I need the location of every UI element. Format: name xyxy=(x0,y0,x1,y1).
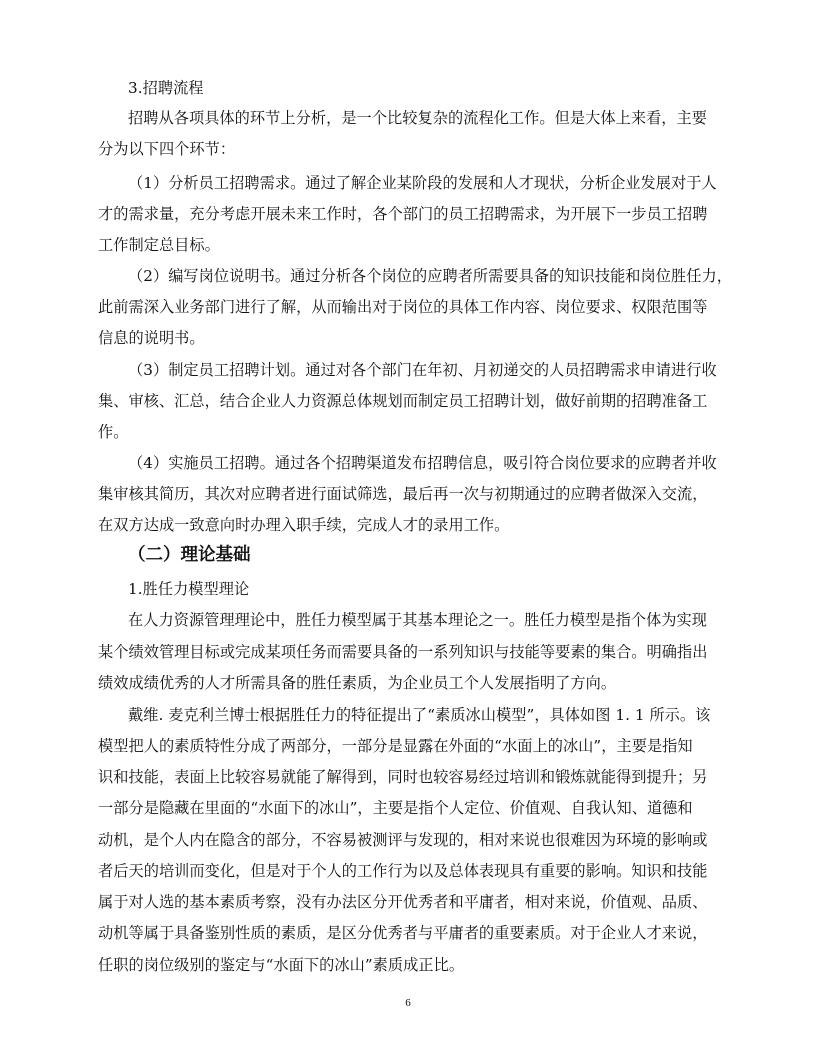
paragraph-line: 任职的岗位级别的鉴定与“水面下的冰山”素质成正比。 xyxy=(98,956,465,974)
paragraph-line: 招聘从各项具体的环节上分析，是一个比较复杂的流程化工作。但是大体上来看，主要 xyxy=(128,109,708,127)
subheading-recruitment-process: 3.招聘流程 xyxy=(128,79,204,97)
paragraph-line: 模型把人的素质特性分成了两部分，一部分是显露在外面的“水面上的冰山”，主要是指知 xyxy=(98,737,693,755)
paragraph-line: 集审核其简历，其次对应聘者进行面试筛选，最后再一次与初期通过的应聘者做深入交流， xyxy=(98,485,708,503)
paragraph-line: （1）分析员工招聘需求。通过了解企业某阶段的发展和人才现状，分析企业发展对于人 xyxy=(128,174,717,192)
paragraph-line: 信息的说明书。 xyxy=(98,329,205,347)
paragraph-line: 属于对人选的基本素质考察，没有办法区分开优秀者和平庸者，相对来说，价值观、品质、 xyxy=(98,893,708,911)
paragraph-line: 绩效成绩优秀的人才所需具备的胜任素质，为企业员工个人发展指明了方向。 xyxy=(98,674,617,692)
subheading-competency-model: 1.胜任力模型理论 xyxy=(128,580,250,598)
paragraph-line: 动机，是个人内在隐含的部分，不容易被测评与发现的，相对来说也很难因为环境的影响或 xyxy=(98,831,708,849)
paragraph-line: 在双方达成一致意向时办理入职手续，完成人才的录用工作。 xyxy=(98,516,510,534)
paragraph-line: （2）编写岗位说明书。通过分析各个岗位的应聘者所需要具备的知识技能和岗位胜任力， xyxy=(128,267,732,285)
paragraph-line: 集、审核、汇总，结合企业人力资源总体规划而制定员工招聘计划，做好前期的招聘准备工 xyxy=(98,392,708,410)
paragraph-line: （4）实施员工招聘。通过各个招聘渠道发布招聘信息，吸引符合岗位要求的应聘者并收 xyxy=(128,454,717,472)
paragraph-line: 动机等属于具备鉴别性质的素质，是区分优秀者与平庸者的重要素质。对于企业人才来说， xyxy=(98,924,708,942)
page-number: 6 xyxy=(405,997,411,1009)
paragraph-line: 一部分是隐藏在里面的“水面下的冰山”，主要是指个人定位、价值观、自我认知、道德和 xyxy=(98,799,693,817)
paragraph-line: 某个绩效管理目标或完成某项任务而需要具备的一系列知识与技能等要素的集合。明确指出 xyxy=(98,643,708,661)
paragraph-line: 作。 xyxy=(98,423,129,441)
paragraph-line: 才的需求量，充分考虑开展未来工作时，各个部门的员工招聘需求，为开展下一步员工招聘 xyxy=(98,205,708,223)
paragraph-line: 者后天的培训而变化，但是对于个人的工作行为以及总体表现具有重要的影响。知识和技能 xyxy=(98,862,708,880)
section-heading: （二）理论基础 xyxy=(128,545,251,565)
paragraph-line: 识和技能，表面上比较容易就能了解得到，同时也较容易经过培训和锻炼就能得到提升；另 xyxy=(98,768,708,786)
paragraph-line: 此前需深入业务部门进行了解，从而输出对于岗位的具体工作内容、岗位要求、权限范围等 xyxy=(98,298,708,316)
paragraph-line: （3）制定员工招聘计划。通过对各个部门在年初、月初递交的人员招聘需求申请进行收 xyxy=(128,361,717,379)
paragraph-line: 分为以下四个环节： xyxy=(98,140,236,158)
paragraph-line: 在人力资源管理理论中，胜任力模型属于其基本理论之一。胜任力模型是指个体为实现 xyxy=(128,611,708,629)
paragraph-line: 工作制定总目标。 xyxy=(98,236,220,254)
paragraph-line: 戴维. 麦克利兰博士根据胜任力的特征提出了“素质冰山模型”，具体如图 1. 1 所示。该 xyxy=(128,706,711,724)
